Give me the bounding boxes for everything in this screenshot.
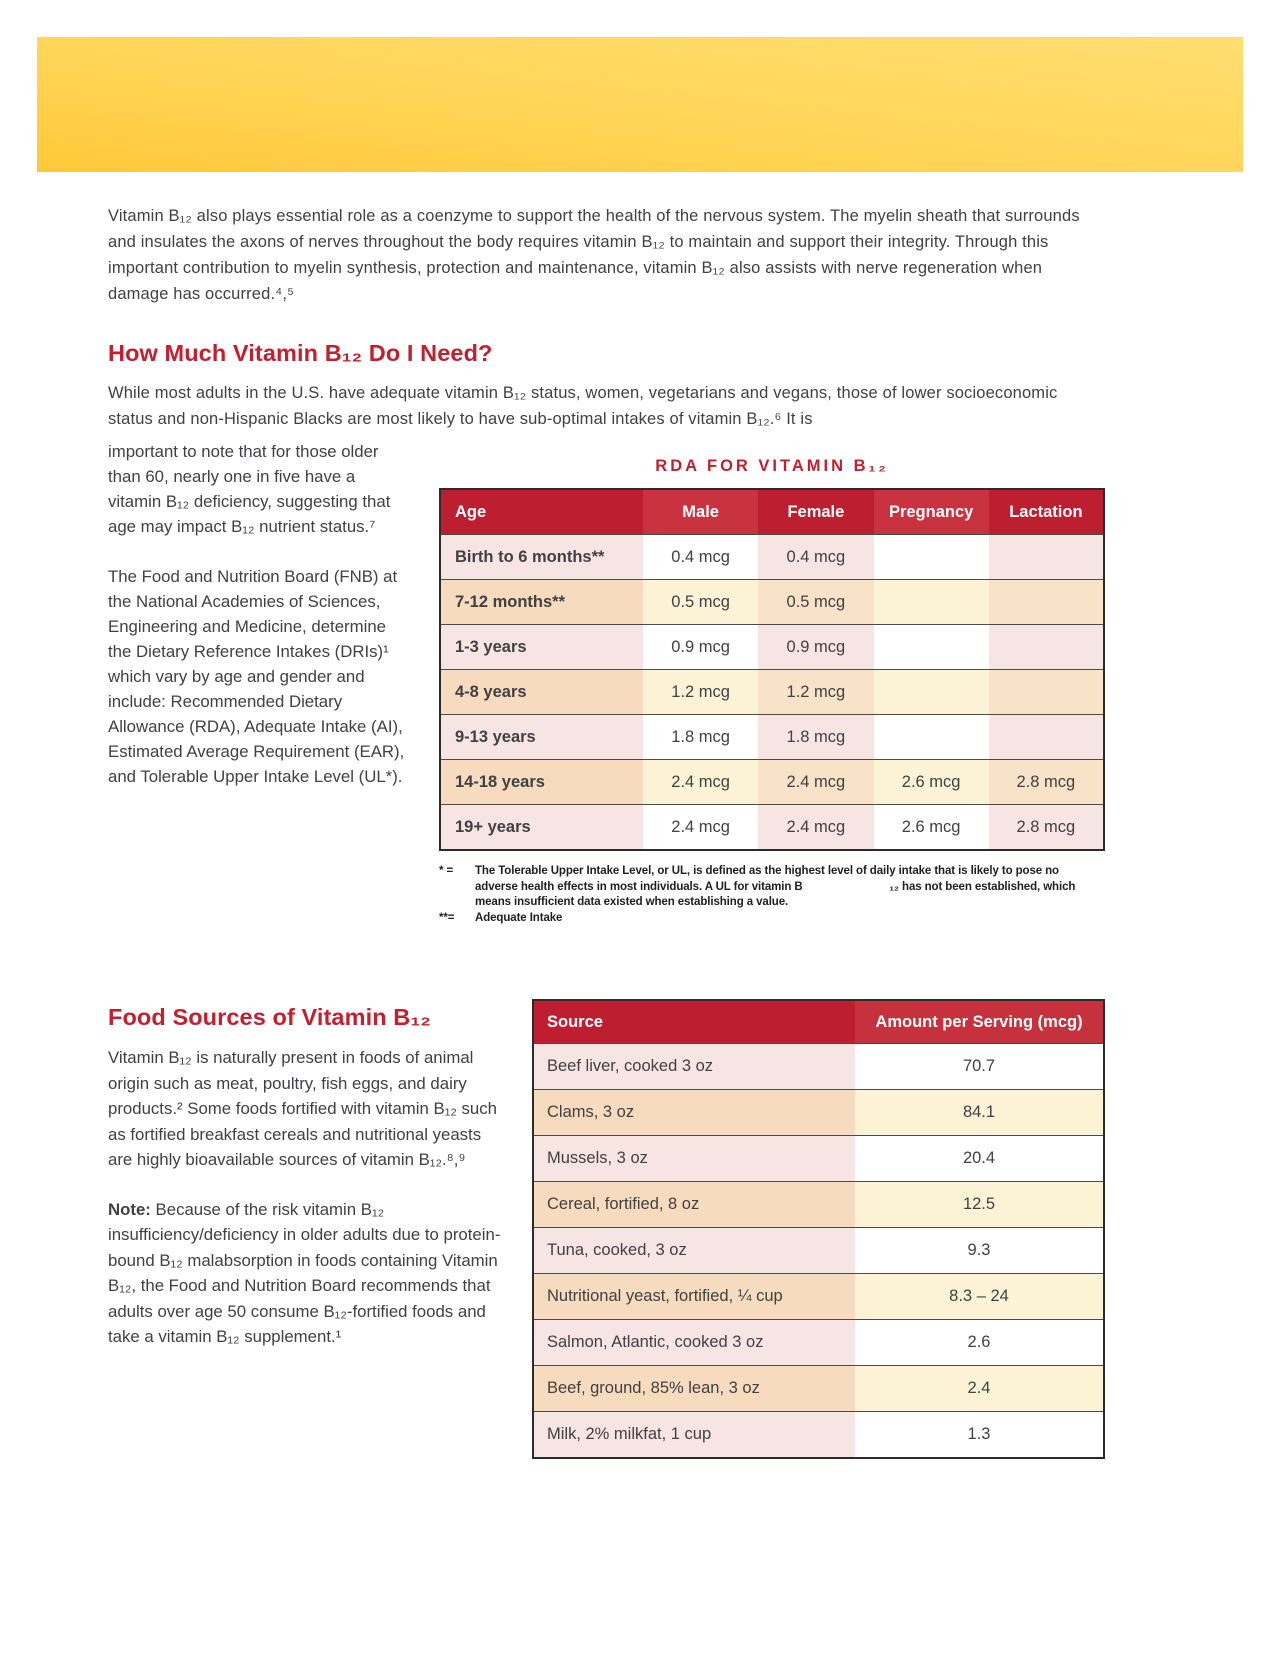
rda-lactation-cell: 2.8 mcg <box>989 760 1104 805</box>
food-source-cell: Tuna, cooked, 3 oz <box>533 1228 855 1274</box>
rda-pregnancy-cell <box>874 580 989 625</box>
rda-age-cell: 14-18 years <box>440 760 643 805</box>
rda-age-cell: 7-12 months** <box>440 580 643 625</box>
rda-pregnancy-cell <box>874 625 989 670</box>
section-heading-food-sources: Food Sources of Vitamin B₁₂ <box>108 1004 431 1030</box>
rda-col-header-pregnancy: Pregnancy <box>874 489 989 535</box>
food-left-column <box>108 999 510 1459</box>
food-paragraph: Vitamin B₁₂ is naturally present in foods of animal origin such as meat, poultry, fish eggs, and dairy products.² Some foods fortified with vitamin B₁₂ such as fortified breakfast cereals and nutritional yeasts are highly bioavailable sources of vitamin B₁₂.⁸,⁹ <box>108 1048 497 1169</box>
rda-age-cell: 19+ years <box>440 805 643 851</box>
food-right-column <box>532 999 1105 1459</box>
rda-age-cell: 9-13 years <box>440 715 643 760</box>
food-table-row <box>533 1320 1104 1366</box>
food-table-row <box>533 1090 1104 1136</box>
rda-table <box>439 488 1105 851</box>
food-table-row <box>533 1136 1104 1182</box>
rda-age-cell: 4-8 years <box>440 670 643 715</box>
rda-col-header-lactation: Lactation <box>989 489 1104 535</box>
food-source-cell: Cereal, fortified, 8 oz <box>533 1182 855 1228</box>
rda-col-header-age: Age <box>440 489 643 535</box>
food-table-row <box>533 1412 1104 1459</box>
rda-lactation-cell <box>989 580 1104 625</box>
food-col-header-source: Source <box>533 1000 855 1044</box>
rda-female-cell: 2.4 mcg <box>758 760 873 805</box>
rda-male-cell: 2.4 mcg <box>643 760 758 805</box>
food-amount-cell: 1.3 <box>855 1412 1104 1459</box>
food-table-row <box>533 1044 1104 1090</box>
footnote-text: Adequate Intake <box>475 911 563 924</box>
rda-table-row <box>440 625 1104 670</box>
rda-male-cell: 0.9 mcg <box>643 625 758 670</box>
rda-col-header-female: Female <box>758 489 873 535</box>
intro-paragraph: Vitamin B₁₂ also plays essential role as a coenzyme to support the health of the nervous system. The myelin sheath that surrounds and insulates the axons of nerves throughout the body requires vitamin B₁₂ to maintain and support their integrity. Through this important contribution to myelin synthesis, protection and maintenance, vitamin B₁₂ also assists with nerve regeneration when damage has occurred.⁴,⁵ <box>108 207 1080 303</box>
food-amount-cell: 84.1 <box>855 1090 1104 1136</box>
rda-left-paragraph-1: important to note that for those older than 60, nearly one in five have a vitamin B₁₂ deficiency, suggesting that age may impact B₁₂ nutrient status.⁷ <box>108 442 391 536</box>
rda-age-cell: 1-3 years <box>440 625 643 670</box>
rda-lactation-cell <box>989 625 1104 670</box>
food-table-row <box>533 1228 1104 1274</box>
footnote-ul <box>439 864 1087 911</box>
footnote-marker: **= <box>439 911 455 924</box>
rda-male-cell: 0.4 mcg <box>643 535 758 580</box>
food-sources-table <box>532 999 1105 1459</box>
note-text: Because of the risk vitamin B₁₂ insufficiency/deficiency in older adults due to protein-bound B₁₂ malabsorption in foods containing Vitamin B₁₂, the Food and Nutrition Board recommends that adults over age 50 consume B₁₂-fortified foods and take a vitamin B₁₂ supplement.¹ <box>108 1199 501 1346</box>
food-source-cell: Beef liver, cooked 3 oz <box>533 1044 855 1090</box>
rda-female-cell: 1.8 mcg <box>758 715 873 760</box>
food-amount-cell: 70.7 <box>855 1044 1104 1090</box>
rda-pregnancy-cell: 2.6 mcg <box>874 805 989 851</box>
rda-table-row <box>440 805 1104 851</box>
section-heading-how-much: How Much Vitamin B₁₂ Do I Need? <box>108 340 493 366</box>
rda-female-cell: 1.2 mcg <box>758 670 873 715</box>
rda-pregnancy-cell: 2.6 mcg <box>874 760 989 805</box>
rda-lactation-cell <box>989 670 1104 715</box>
food-source-cell: Beef, ground, 85% lean, 3 oz <box>533 1366 855 1412</box>
food-note-paragraph <box>108 1197 510 1350</box>
rda-lactation-cell <box>989 715 1104 760</box>
food-amount-cell: 9.3 <box>855 1228 1104 1274</box>
food-table-row <box>533 1274 1104 1320</box>
header-banner <box>37 37 1243 172</box>
rda-male-cell: 2.4 mcg <box>643 805 758 851</box>
page-content <box>108 203 1105 1459</box>
rda-pregnancy-cell <box>874 670 989 715</box>
rda-male-cell: 0.5 mcg <box>643 580 758 625</box>
food-amount-cell: 20.4 <box>855 1136 1104 1182</box>
food-source-cell: Mussels, 3 oz <box>533 1136 855 1182</box>
food-source-cell: Salmon, Atlantic, cooked 3 oz <box>533 1320 855 1366</box>
food-amount-cell: 12.5 <box>855 1182 1104 1228</box>
footnote-marker: * = <box>439 865 454 877</box>
food-amount-cell: 8.3 – 24 <box>855 1274 1104 1320</box>
rda-lactation-cell: 2.8 mcg <box>989 805 1104 851</box>
footnote-ai <box>439 911 1087 927</box>
rda-right-column <box>439 439 1105 926</box>
food-col-header-amount: Amount per Serving (mcg) <box>855 1000 1104 1044</box>
rda-left-column <box>108 439 408 926</box>
rda-age-cell: Birth to 6 months** <box>440 535 643 580</box>
rda-col-header-male: Male <box>643 489 758 535</box>
rda-table-row <box>440 715 1104 760</box>
rda-section-row <box>108 439 1105 926</box>
rda-male-cell: 1.2 mcg <box>643 670 758 715</box>
rda-left-paragraph-2: The Food and Nutrition Board (FNB) at the National Academies of Sciences, Engineering and Medicine, determine the Dietary Reference Intakes (DRIs)¹ which vary by age and gender and include: Recommended Dietary Allowance (RDA), Adequate Intake (AI), Estimated Average Requirement (EAR), and Tolerable Upper Intake Level (UL*). <box>108 567 405 786</box>
rda-pregnancy-cell <box>874 535 989 580</box>
rda-header-row <box>440 489 1104 535</box>
footnote-text: The Tolerable Upper Intake Level, or UL, is defined as the highest level of daily intake that is likely to pose no adverse health effects in most individuals. A UL for vitamin B ₁₂ has not been established, which means insufficient data existed when establishing a value. <box>475 865 1076 908</box>
rda-female-cell: 2.4 mcg <box>758 805 873 851</box>
food-sources-section-row <box>108 999 1105 1459</box>
rda-female-cell: 0.9 mcg <box>758 625 873 670</box>
food-source-cell: Milk, 2% milkfat, 1 cup <box>533 1412 855 1459</box>
rda-female-cell: 0.4 mcg <box>758 535 873 580</box>
food-header-row <box>533 1000 1104 1044</box>
food-amount-cell: 2.6 <box>855 1320 1104 1366</box>
table-footnotes <box>439 864 1087 926</box>
food-table-row <box>533 1366 1104 1412</box>
rda-lactation-cell <box>989 535 1104 580</box>
food-source-cell: Nutritional yeast, fortified, ¼ cup <box>533 1274 855 1320</box>
rda-table-row <box>440 580 1104 625</box>
rda-female-cell: 0.5 mcg <box>758 580 873 625</box>
note-label: Note: <box>108 1199 151 1219</box>
rda-male-cell: 1.8 mcg <box>643 715 758 760</box>
rda-table-row <box>440 670 1104 715</box>
food-source-cell: Clams, 3 oz <box>533 1090 855 1136</box>
rda-lead-paragraph: While most adults in the U.S. have adequate vitamin B₁₂ status, women, vegetarians and vegans, those of lower socioeconomic status and non-Hispanic Blacks are most likely to have sub-optimal intakes of vitamin B₁₂.⁶ It is <box>108 384 1058 428</box>
rda-table-row <box>440 760 1104 805</box>
rda-pregnancy-cell <box>874 715 989 760</box>
food-table-row <box>533 1182 1104 1228</box>
rda-table-title: RDA FOR VITAMIN B₁₂ <box>655 457 889 475</box>
food-amount-cell: 2.4 <box>855 1366 1104 1412</box>
rda-table-row <box>440 535 1104 580</box>
